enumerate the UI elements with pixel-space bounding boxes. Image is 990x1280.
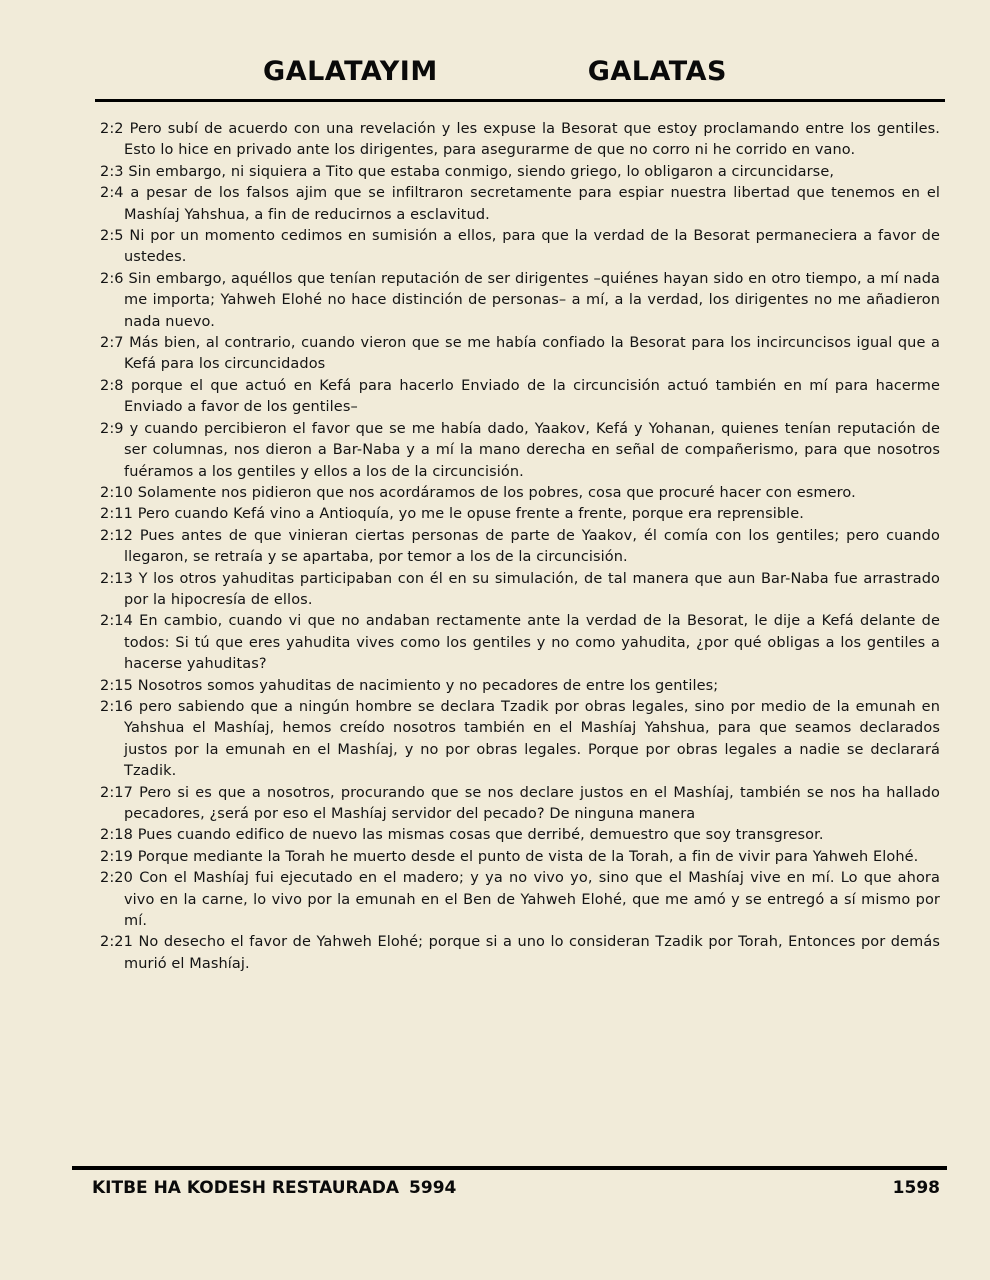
verse [100,825,940,846]
verse [100,676,940,697]
verse-ref: 2:21 [100,934,133,951]
verse-text: pero sabiendo que a ningún hombre se declara Tzadik por obras legales, sino por medio de la emunah en Yahshua el Mashíaj, hemos creído nosotros también en el Mashíaj Yahshua, para que seamos declarados justos por la emunah en el Mashíaj, y no por obras legales. Porque por obras legales a nadie se declarará Tzadik. [124,698,940,780]
verse-text: Con el Mashíaj fui ejecutado en el madero; y ya no vivo yo, sino que el Mashíaj vive en mí. Lo que ahora vivo en la carne, lo vivo por la emunah en el Ben de Yahweh Elohé, que me amó y se entregó a sí mismo por mí. [124,870,940,930]
verse-ref: 2:12 [100,527,133,544]
verse-text: Pero subí de acuerdo con una revelación y les expuse la Besorat que estoy proclamando entre los gentiles. Esto lo hice en privado ante los dirigentes, para asegurarme de que no corro ni he corrido en vano. [124,121,940,159]
verse [100,119,940,162]
verse-ref: 2:16 [100,698,133,715]
verse [100,526,940,569]
verse [100,504,940,525]
verse-text: Sin embargo, aquéllos que tenían reputación de ser dirigentes –quiénes hayan sido en otro tiempo, a mí nada me importa; Yahweh Elohé no hace distinción de personas– a mí, a la verdad, los dirigentes no me añadieron nada nuevo. [124,270,940,330]
verse-text: Pero cuando Kefá vino a Antioquía, yo me le opuse frente a frente, porque era reprensible. [137,506,805,523]
verse [100,483,940,504]
verse-text: Ni por un momento cedimos en sumisión a ellos, para que la verdad de la Besorat permaneciera a favor de ustedes. [124,228,940,266]
verse [100,847,940,868]
header-title-spanish: GALATAS [587,56,727,87]
verse-ref: 2:5 [100,228,124,245]
verse [100,868,940,932]
verse-ref: 2:15 [100,677,133,694]
verse-text: Solamente nos pidieron que nos acordáramos de los pobres, cosa que procuré hacer con esmero. [137,484,856,501]
verse-text: Pues cuando edifico de nuevo las mismas cosas que derribé, demuestro que soy transgresor. [137,827,824,844]
verse-ref: 2:14 [100,613,133,630]
verse-ref: 2:13 [100,570,133,587]
verse [100,162,940,183]
verse-text: porque el que actuó en Kefá para hacerlo Enviado de la circuncisión actuó también en mí para hacerme Enviado a favor de los gentiles– [124,377,940,416]
verse-ref: 2:17 [100,784,133,801]
verse-text: Nosotros somos yahuditas de nacimiento y no pecadores de entre los gentiles; [137,677,719,694]
verse-text: y cuando percibieron el favor que se me había dado, Yaakov, Kefá y Yohanan, quienes tenían reputación de ser columnas, nos dieron a Bar-Naba y a mí la mano derecha en señal de compañerismo, para que nosotros fuéramos a los gentiles y ellos a los de la circuncisión. [124,420,940,480]
verse-ref: 2:8 [100,377,124,394]
verse [100,376,940,419]
verse [100,611,940,675]
verse-text: Porque mediante la Torah he muerto desde el punto de vista de la Torah, a fin de vivir para Yahweh Elohé. [137,848,919,865]
header-divider [95,99,945,102]
verse-text: No desecho el favor de Yahweh Elohé; porque si a uno lo consideran Tzadik por Torah, Entonces por demás murió el Mashíaj. [124,934,940,972]
verse [100,932,940,975]
page-number: 1598 [892,1178,940,1198]
verse-ref: 2:3 [100,163,124,180]
verse [100,183,940,226]
verse [100,419,940,483]
verse-text: Sin embargo, ni siquiera a Tito que estaba conmigo, siendo griego, lo obligaron a circuncidarse, [128,163,835,180]
verse-ref: 2:18 [100,827,133,844]
verse-text: Más bien, al contrario, cuando vieron que se me había confiado la Besorat para los incircuncisos igual que a Kefá para los circuncidados [124,335,940,373]
verse [100,226,940,269]
edition-year: 5994 [409,1178,457,1198]
verse-ref: 2:7 [100,335,124,352]
verse-text: Y los otros yahuditas participaban con él en su simulación, de tal manera que aun Bar-Naba fue arrastrado por la hipocresía de ellos. [124,570,940,608]
verse-ref: 2:20 [100,870,133,887]
verse [100,269,940,333]
verse-ref: 2:4 [100,185,124,202]
verse-text: Pues antes de que vinieran ciertas personas de parte de Yaakov, él comía con los gentiles; pero cuando llegaron, se retraía y se apartaba, por temor a los de la circuncisión. [124,527,940,566]
page-header [0,56,990,87]
verse [100,333,940,376]
verse-ref: 2:6 [100,270,124,287]
header-title-hebrew: GALATAYIM [263,56,438,87]
verse-ref: 2:11 [100,506,133,523]
verse [100,569,940,612]
footer-divider [72,1166,947,1170]
edition-name: KITBE HA KODESH RESTAURADA [92,1178,400,1198]
verse-text: Pero si es que a nosotros, procurando que se nos declare justos en el Mashíaj, también se nos ha hallado pecadores, ¿será por eso el Mashíaj servidor del pecado? De ninguna manera [124,784,941,822]
verse-ref: 2:19 [100,848,133,865]
page-footer [92,1178,940,1198]
verse [100,783,940,826]
verse-text: a pesar de los falsos ajim que se infiltraron secretamente para espiar nuestra libertad que tenemos en el Mashíaj Yahshua, a fin de reducirnos a esclavitud. [124,185,940,223]
book-title [92,1178,456,1198]
verse-list [100,119,940,975]
verse-text: En cambio, cuando vi que no andaban rectamente ante la verdad de la Besorat, le dije a Kefá delante de todos: Si tú que eres yahudita vives como los gentiles y no como yahudita, ¿por qué obligas a los gentiles a hacerse yahuditas? [124,613,940,673]
verse-ref: 2:10 [100,484,133,501]
verse-ref: 2:9 [100,420,124,437]
verse [100,697,940,783]
verse-ref: 2:2 [100,121,124,137]
